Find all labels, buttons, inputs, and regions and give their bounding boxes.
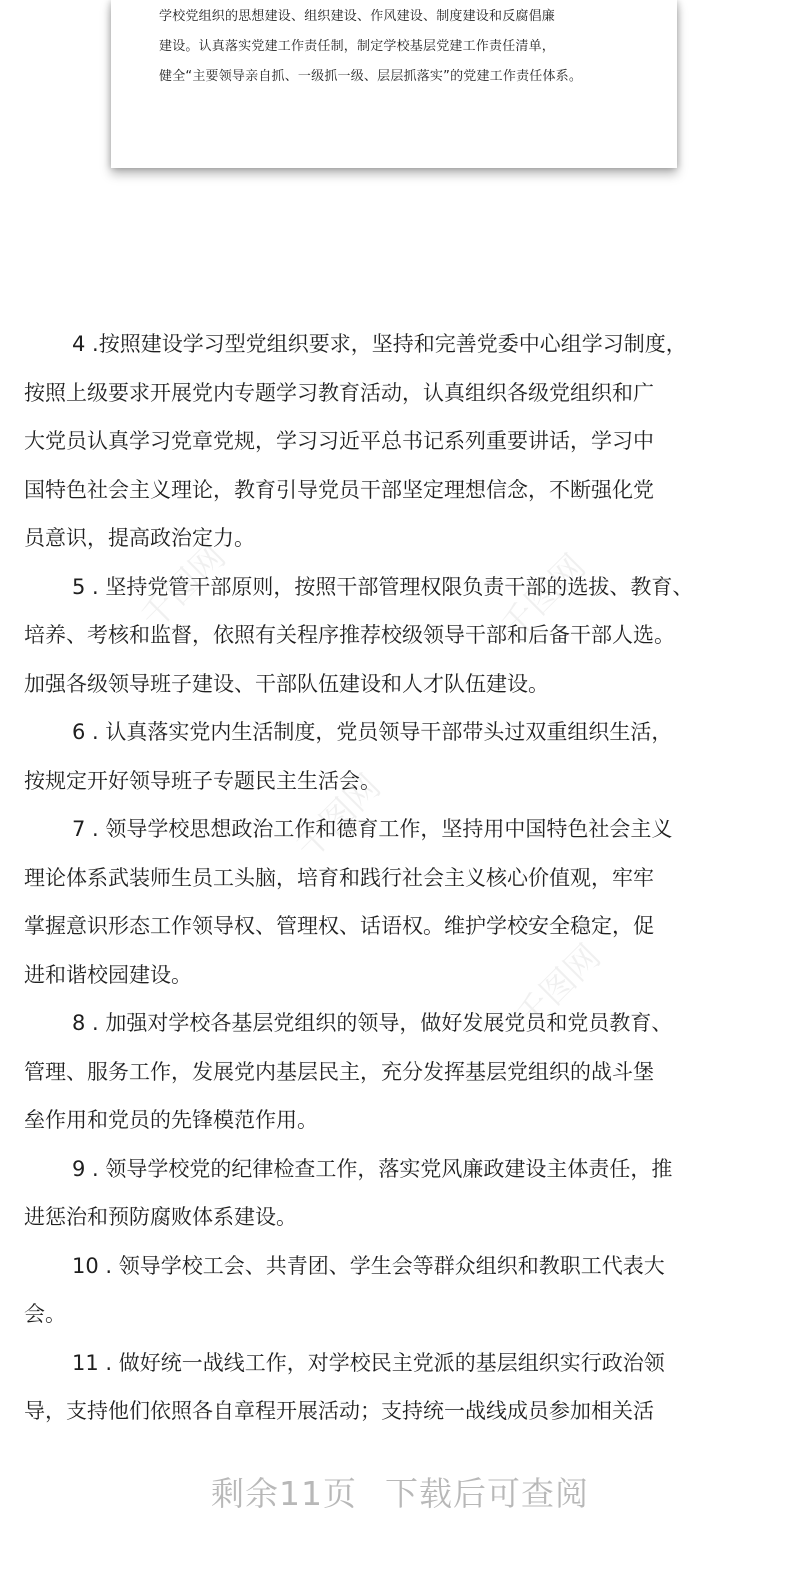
paragraph-6: [24, 708, 776, 805]
card-line: 学校党组织的思想建设、组织建设、作风建设、制度建设和反腐倡廉: [159, 9, 556, 24]
paragraph-9: [24, 1145, 776, 1242]
text-line: 7 . 领导学校思想政治工作和德育工作，坚持用中国特色社会主义: [72, 817, 673, 841]
card-line: 健全“主要领导亲自抓、一级抓一级、层层抓落实”的党建工作责任体系。: [159, 69, 583, 84]
text-line: 4 .按照建设学习型党组织要求，坚持和完善党委中心组学习制度，: [72, 332, 687, 356]
text-line: 理论体系武装师生员工头脑，培育和践行社会主义核心价值观，牢牢: [24, 865, 654, 890]
paragraph-8: [24, 999, 776, 1145]
text-line: 进和谐校园建设。: [24, 962, 192, 987]
paragraph-5: [24, 563, 776, 709]
watermark: 千图网: [508, 936, 609, 1038]
text-line: 按照上级要求开展党内专题学习教育活动，认真组织各级党组织和广: [24, 380, 654, 405]
text-line: 进惩治和预防腐败体系建设。: [24, 1205, 297, 1229]
watermark: 千图网: [288, 766, 389, 868]
text-line: 10 . 领导学校工会、共青团、学生会等群众组织和教职工代表大: [72, 1253, 665, 1278]
text-line: 5 . 坚持党管干部原则，按照干部管理权限负责干部的选拔、教育、: [72, 574, 694, 599]
text-line: 大党员认真学习党章党规，学习习近平总书记系列重要讲话，学习中: [24, 429, 654, 453]
text-line: 会。: [24, 1302, 66, 1326]
text-line: 垒作用和党员的先锋模范作用。: [24, 1108, 318, 1132]
paragraph-11: [24, 1339, 776, 1436]
remaining-pages-label: 剩余11页: [211, 1474, 357, 1513]
text-line: 国特色社会主义理论，教育引导党员干部坚定理想信念，不断强化党: [24, 477, 654, 502]
text-line: 培养、考核和监督，依照有关程序推荐校级领导干部和后备干部人选。: [24, 623, 675, 647]
preview-card: [111, 0, 677, 168]
text-line: 按规定开好领导班子专题民主生活会。: [24, 768, 381, 793]
paragraph-10: [24, 1242, 776, 1339]
document-body: [24, 320, 776, 1436]
text-line: 6 . 认真落实党内生活制度，党员领导干部带头过双重组织生活，: [72, 720, 673, 744]
text-line: 9 . 领导学校党的纪律检查工作，落实党风廉政建设主体责任，推: [72, 1156, 673, 1181]
download-to-view-label: 下载后可查阅: [385, 1474, 589, 1513]
remaining-pages-banner[interactable]: [0, 1468, 800, 1515]
text-line: 加强各级领导班子建设、干部队伍建设和人才队伍建设。: [24, 671, 549, 696]
card-line: 建设。认真落实党建工作责任制，制定学校基层党建工作责任清单，: [159, 39, 556, 54]
paragraph-7: [24, 805, 776, 999]
card-text: [159, 2, 629, 92]
text-line: 8 . 加强对学校各基层党组织的领导，做好发展党员和党员教育、: [72, 1011, 673, 1035]
text-line: 管理、服务工作，发展党内基层民主，充分发挥基层党组织的战斗堡: [24, 1059, 654, 1084]
text-line: 导，支持他们依照各自章程开展活动；支持统一战线成员参加相关活: [24, 1399, 654, 1423]
text-line: 掌握意识形态工作领导权、管理权、话语权。维护学校安全稳定，促: [24, 914, 654, 938]
text-line: 员意识，提高政治定力。: [24, 526, 255, 550]
watermark: 千图网: [493, 546, 594, 648]
paragraph-4: [24, 320, 776, 563]
text-line: 11 . 做好统一战线工作，对学校民主党派的基层组织实行政治领: [72, 1350, 665, 1375]
watermark: 千图网: [133, 536, 234, 638]
